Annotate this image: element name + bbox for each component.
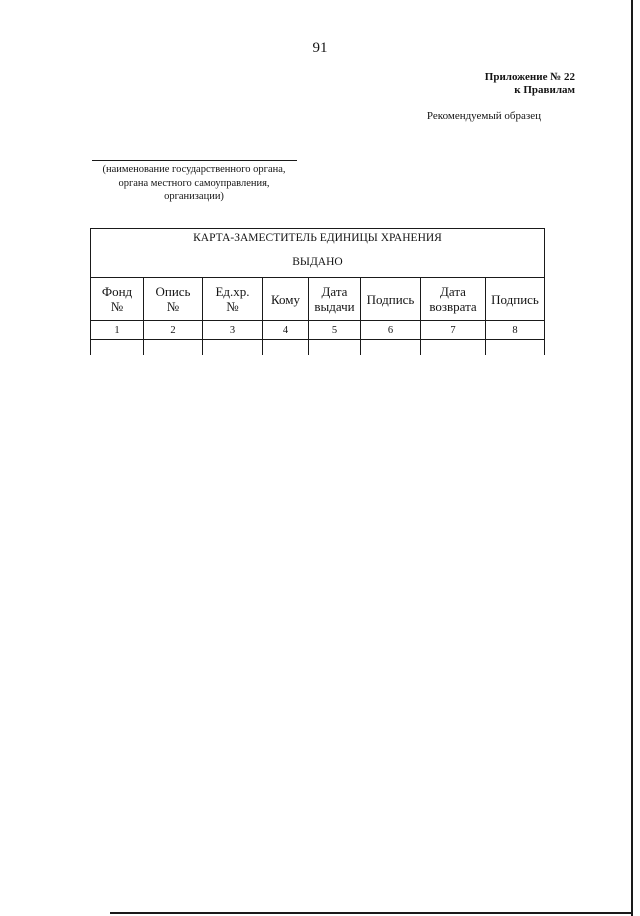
column-header-line: выдачи [314, 299, 355, 314]
column-header-line: Кому [270, 291, 300, 307]
column-header-line: Дата [440, 284, 466, 299]
substitute-card-table [90, 228, 545, 355]
organization-name-line [92, 160, 297, 161]
column-header-line: Ед.хр. [215, 284, 250, 299]
entry-cell [263, 340, 308, 355]
column-number: 7 [450, 324, 456, 336]
column-header-recipient [263, 278, 308, 320]
card-title: КАРТА-ЗАМЕСТИТЕЛЬ ЕДИНИЦЫ ХРАНЕНИЯ [193, 232, 442, 244]
column-number: 3 [229, 324, 236, 336]
card-status: ВЫДАНО [292, 256, 343, 268]
column-header-issue-date [309, 278, 360, 320]
organization-caption-line: организации) [164, 191, 224, 202]
entry-cell [91, 340, 143, 355]
column-number: 5 [331, 324, 338, 336]
column-number: 1 [114, 324, 120, 336]
appendix-title: Приложение № 22 [484, 71, 575, 83]
column-number: 6 [387, 324, 394, 336]
entry-cell [203, 340, 262, 355]
page-number: 91 [312, 40, 328, 56]
table-rule [544, 277, 545, 355]
column-header-line: № [110, 299, 124, 314]
column-header-return-signature [486, 278, 544, 320]
column-header-line: Опись [155, 284, 191, 299]
column-number: 2 [170, 324, 176, 336]
entry-cell [309, 340, 360, 355]
sample-label: Рекомендуемый образец [426, 110, 541, 122]
column-header-line: Дата [321, 284, 348, 299]
column-header-line: Фонд [101, 284, 133, 299]
column-header-line: Подпись [366, 291, 415, 307]
organization-caption [84, 163, 304, 204]
column-number: 8 [512, 324, 518, 336]
card-header [90, 228, 545, 278]
entry-cell [421, 340, 485, 355]
column-header-line: № [226, 299, 239, 314]
column-header-line: Подпись [491, 291, 539, 307]
organization-caption-line: (наименование государственного органа, [102, 164, 286, 175]
column-header-return-date [421, 278, 485, 320]
entry-cell [361, 340, 420, 355]
column-header-storage-unit [203, 278, 262, 320]
column-header-line: возврата [429, 299, 477, 314]
organization-caption-line: органа местного самоуправления, [118, 177, 270, 189]
column-header-fond [91, 278, 143, 320]
entry-cell [144, 340, 202, 355]
column-number: 4 [282, 324, 289, 336]
page-edge-bottom [110, 912, 632, 914]
column-header-opis [144, 278, 202, 320]
appendix-subtitle: к Правилам [514, 84, 575, 96]
page-edge-right [631, 0, 633, 916]
entry-cell [486, 340, 544, 355]
column-header-line: № [166, 299, 180, 314]
column-header-signature [361, 278, 420, 320]
